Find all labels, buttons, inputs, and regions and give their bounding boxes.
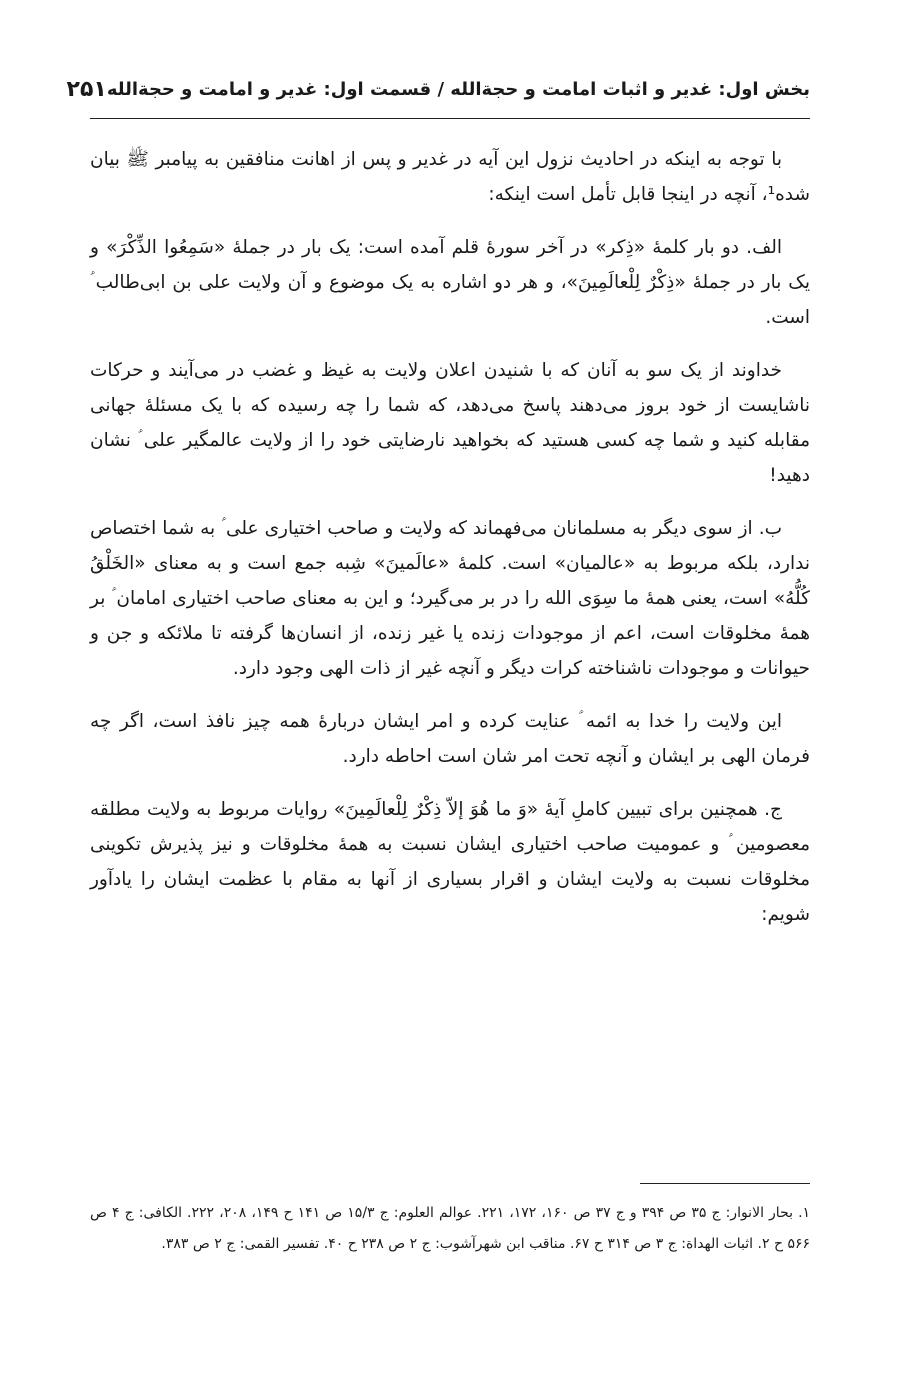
paragraph: این ولایت را خدا به ائمه ؑ عنایت کرده و امر ایشان دربارهٔ همه چیز نافذ است، اگر چه فرمان الهی بر ایشان و آنچه تحت امر شان است احاطه دارد. bbox=[90, 711, 810, 767]
page-number: ۲۵۱ bbox=[66, 76, 107, 102]
footnotes bbox=[90, 1198, 810, 1260]
book-page bbox=[66, 0, 811, 1390]
body-text bbox=[90, 142, 810, 950]
paragraph: خداوند از یک سو به آنان که با شنیدن اعلان ولایت به غیظ و غضب در می‌آیند و حرکات ناشایست از خود بروز می‌دهند پاسخ می‌دهد، که شما را چه رسیده که با یک مسئلهٔ جهانی مقابله کنید و شما چه کسی هستید که بخواهید نارضایتی خود را از ولایت عالمگیر علی ؑ نشان دهید! bbox=[90, 360, 810, 486]
paragraph: ج. همچنین برای تبیین کاملِ آیهٔ «وَ ما هُوَ إلاّ ذِکْرٌ لِلْعالَمِینَ» روایات مربوط به ولایت مطلقه معصومین ؑ و عمومیت صاحب اختیاری ایشان نسبت به همهٔ مخلوقات و نیز پذیرش تکوینی مخلوقات نسبت به ولایت ایشان و اقرار بسیاری از آنها به مقام با عظمت ایشان را یادآور شویم: bbox=[90, 799, 810, 925]
footnote-rule bbox=[640, 1183, 810, 1184]
paragraph: با توجه به اینکه در احادیث نزول این آیه در غدیر و پس از اهانت منافقین به پیامبر ﷺ بیان شده¹، آنچه در اینجا قابل تأمل است اینکه: bbox=[90, 149, 810, 205]
paragraph: ب. از سوی دیگر به مسلمانان می‌فهماند که ولایت و صاحب اختیاری علی ؑ به شما اختصاص ندارد، بلکه مربوط به «عالمیان» است. کلمهٔ «عالَمینَ» شِبه جمع است و به معنای «الخَلْقُ کُلُّهُ» است، یعنی همهٔ ما سِوَی الله را در بر می‌گیرد؛ و این به معنای صاحب اختیاری امامان ؑ بر همهٔ مخلوقات است، اعم از موجودات زنده یا غیر زنده، از انسان‌ها گرفته تا ملائکه و جن و حیوانات و موجودات ناشناخته کرات دیگر و آنچه غیر از ذات الهی وجود دارد. bbox=[90, 518, 810, 679]
paragraph: الف. دو بار کلمهٔ «ذِکر» در آخر سورهٔ قلم آمده است: یک بار در جملهٔ «سَمِعُوا الذِّکْرَ» و یک بار در جملهٔ «ذِکْرٌ لِلْعالَمِینَ»، و هر دو اشاره به یک موضوع و آن ولایت علی بن ابی‌طالب ؑ است. bbox=[90, 237, 810, 328]
running-header-title: بخش اول: غدیر و اثبات امامت و حجةالله / قسمت اول: غدیر و امامت و حجةالله bbox=[106, 78, 810, 100]
footnote: ۱. بحار الانوار: ج ۳۵ ص ۳۹۴ و ج ۳۷ ص ۱۶۰، ۱۷۲، ۲۲۱. عوالم العلوم: ج ۱۵/۳ ص ۱۴۱ ح ۱۴۹، ۲۰۸، ۲۲۲. الکافی: ج ۴ ص ۵۶۶ ح ۲. اثبات الهداة: ج ۳ ص ۳۱۴ ح ۶۷. مناقب ابن شهرآشوب: ج ۲ ص ۲۳۸ ح ۴۰. تفسیر القمی: ج ۲ ص ۳۸۳. bbox=[90, 1205, 811, 1252]
running-header bbox=[66, 66, 810, 112]
header-rule bbox=[90, 118, 810, 119]
